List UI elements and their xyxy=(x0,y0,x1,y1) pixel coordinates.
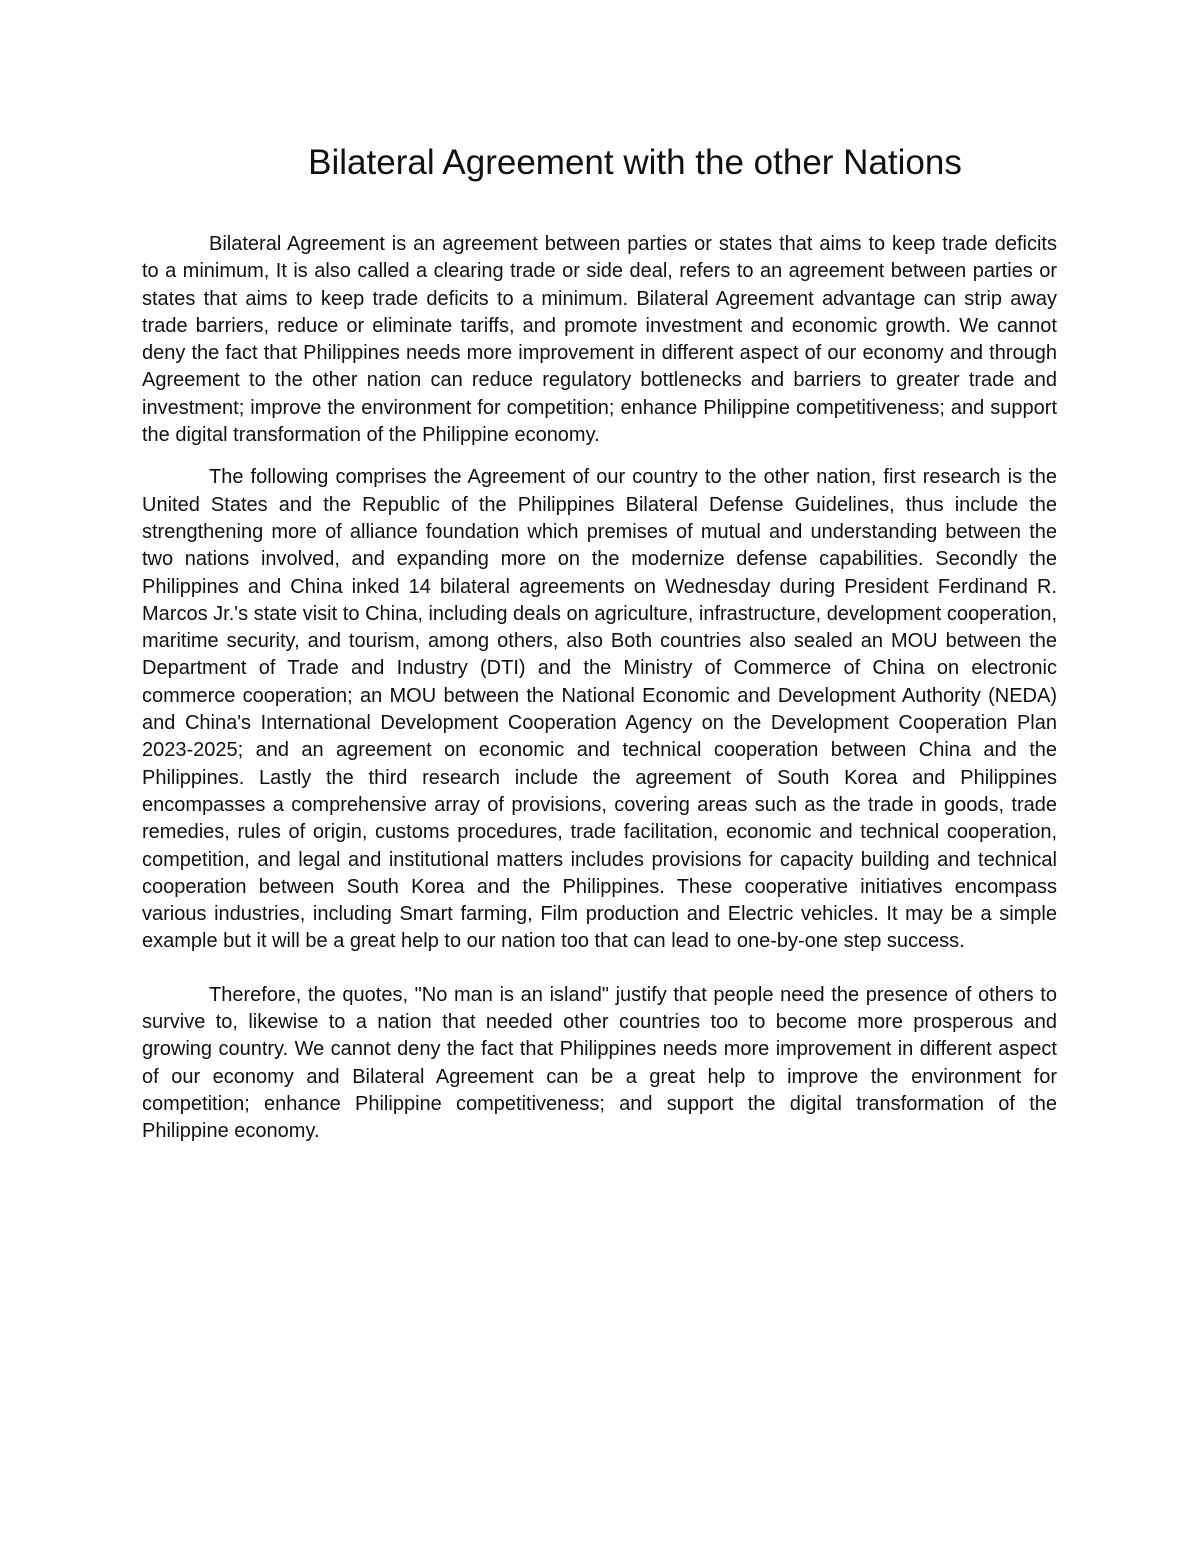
paragraph-conclusion: Therefore, the quotes, "No man is an island" justify that people need the presence of others to survive to, likewise to a nation that needed other countries too to become more prosperous and growing country. We cannot deny the fact that Philippines needs more improvement in different aspect of our economy and Bilateral Agreement can be a great help to improve the environment for competition; enhance Philippine competitiveness; and support the digital transformation of the Philippine economy. xyxy=(142,983,1057,1143)
document-title: Bilateral Agreement with the other Nations xyxy=(308,143,962,182)
paragraph-introduction: Bilateral Agreement is an agreement between parties or states that aims to keep trade deficits to a minimum, It is also called a clearing trade or side deal, refers to an agreement between parties or states that aims to keep trade deficits to a minimum. Bilateral Agreement advantage can strip away trade barriers, reduce or eliminate tariffs, and promote investment and economic growth. We cannot deny the fact that Philippines needs more improvement in different aspect of our economy and through Agreement to the other nation can reduce regulatory bottlenecks and barriers to greater trade and investment; improve the environment for competition; enhance Philippine competitiveness; and support the digital transformation of the Philippine economy. xyxy=(142,233,1057,447)
document-body xyxy=(142,231,1057,1146)
paragraph-agreements: The following comprises the Agreement of our country to the other nation, first research is the United States and the Republic of the Philippines Bilateral Defense Guidelines, thus include the strengthening more of alliance foundation which premises of mutual and understanding between the two nations involved, and expanding more on the modernize defense capabilities. Secondly the Philippines and China inked 14 bilateral agreements on Wednesday during President Ferdinand R. Marcos Jr.'s state visit to China, including deals on agriculture, infrastructure, development cooperation, maritime security, and tourism, among others, also Both countries also sealed an MOU between the Department of Trade and Industry (DTI) and the Ministry of Commerce of China on electronic commerce cooperation; an MOU between the National Economic and Development Authority (NEDA) and China's International Development Cooperation Agency on the Development Cooperation Plan 2023-2025; and an agreement on economic and technical cooperation between China and the Philippines. Lastly the third research include the agreement of South Korea and Philippines encompasses a comprehensive array of provisions, covering areas such as the trade in goods, trade remedies, rules of origin, customs procedures, trade facilitation, economic and technical cooperation, competition, and legal and institutional matters includes provisions for capacity building and technical cooperation between South Korea and the Philippines. These cooperative initiatives encompass various industries, including Smart farming, Film production and Electric vehicles. It may be a simple example but it will be a great help to our nation too that can lead to one-by-one step success. xyxy=(142,466,1057,953)
